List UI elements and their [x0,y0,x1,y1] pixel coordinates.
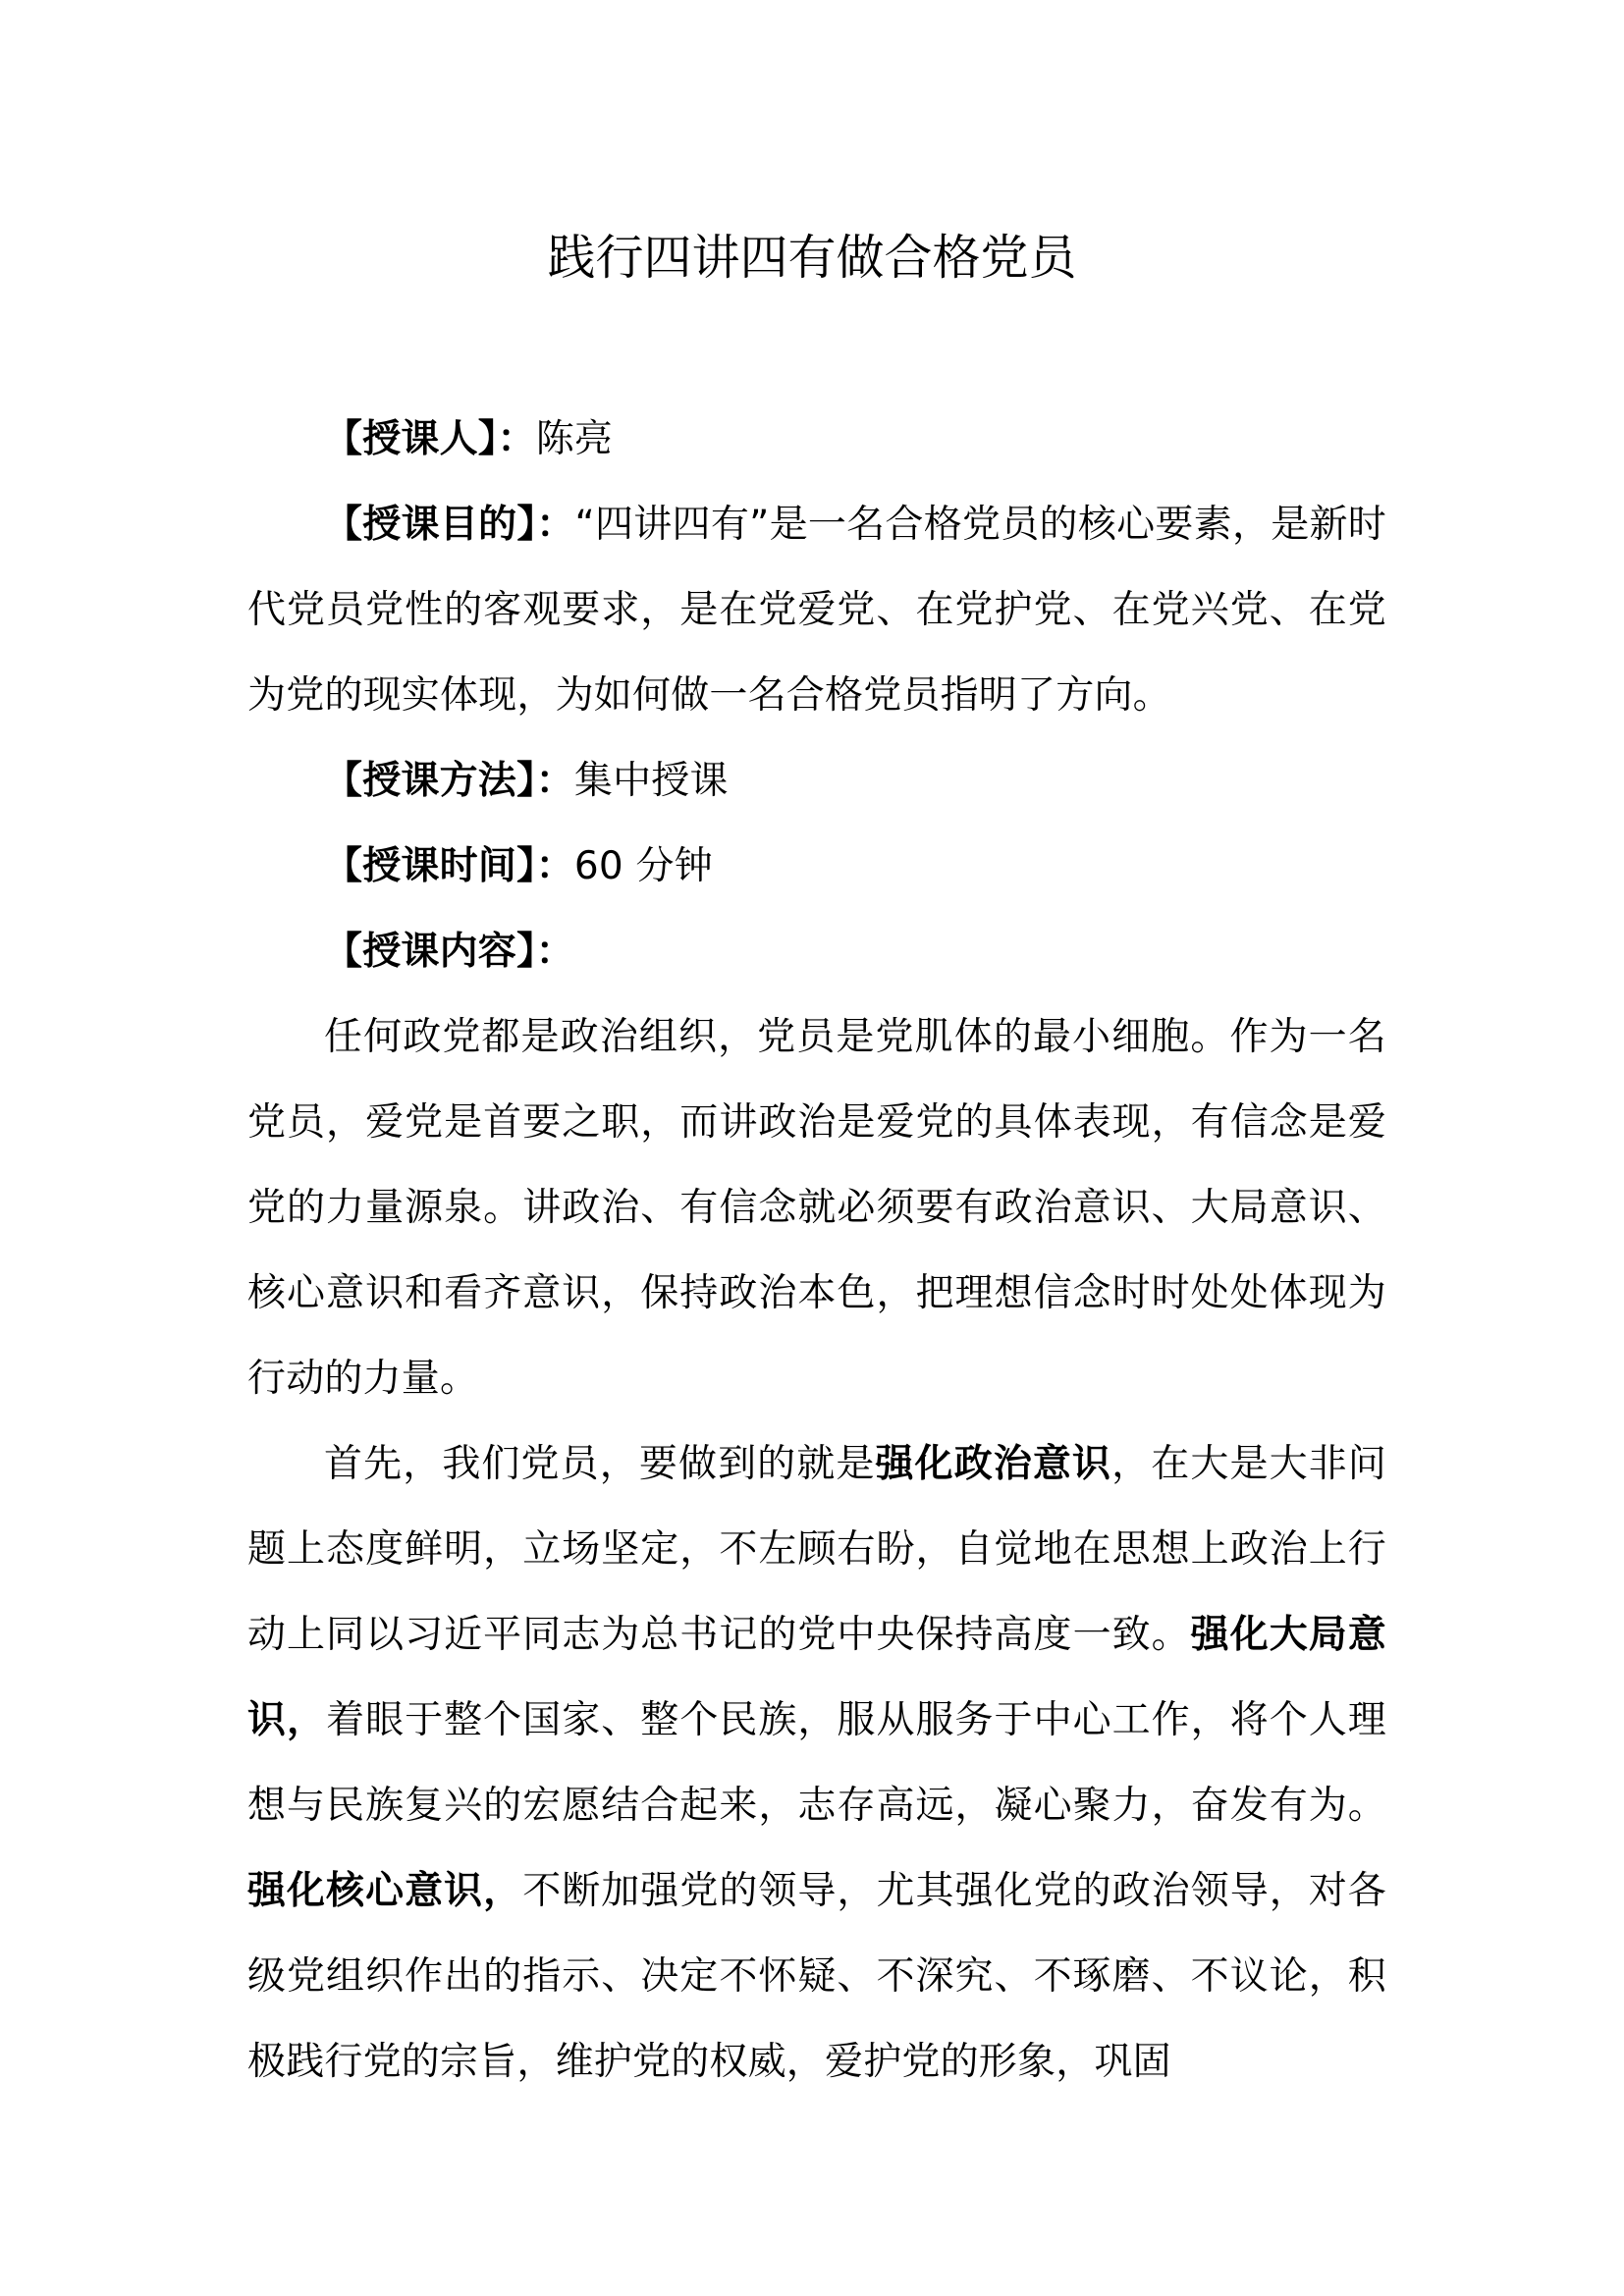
paragraph-2-text-1: 首先，我们党员，要做到的就是 [324,1442,876,1486]
paragraph-2-text-3: 着眼于整个国家、整个民族，服从服务于中心工作，将个人理想与民族复兴的宏愿结合起来，志存高远，凝心聚力，奋发有为。 [247,1698,1386,1828]
content-label: 【授课内容】： [324,930,574,974]
purpose-line [247,482,1386,738]
instructor-line [247,397,1386,482]
time-label: 【授课时间】： [324,844,574,888]
method-value: 集中授课 [573,759,729,803]
method-label: 【授课方法】： [324,759,574,803]
purpose-label: 【授课目的】： [324,503,575,547]
purpose-value: “四讲四有”是一名合格党员的核心要素，是新时代党员党性的客观要求，是在党爱党、在党护党、在党兴党、在党为党的现实体现，为如何做一名合格党员指明了方向。 [247,503,1387,718]
content-paragraph-2 [247,1421,1386,2105]
instructor-label: 【授课人】： [324,417,536,461]
document-body [247,397,1386,2105]
time-value: 60 分钟 [573,844,713,888]
paragraph-2-emphasis-core-awareness: 强化核心意识， [247,1869,523,1913]
time-line [247,824,1386,909]
paragraph-2-emphasis-political-awareness: 强化政治意识 [875,1442,1112,1486]
content-paragraph-1: 任何政党都是政治组织，党员是党肌体的最小细胞。作为一名党员，爱党是首要之职，而讲政治是爱党的具体表现，有信念是爱党的力量源泉。讲政治、有信念就必须要有政治意识、大局意识、核心意识和看齐意识，保持政治本色，把理想信念时时处处体现为行动的力量。 [247,1015,1386,1401]
paragraph-2-text-2: ，在大是大非问题上态度鲜明，立场坚定，不左顾右盼，自觉地在思想上政治上行动上同以习近平同志为总书记的党中央保持高度一致。 [247,1442,1386,1657]
content-line [247,909,1386,994]
document-title: 践行四讲四有做合格党员 [547,230,1077,286]
paragraph-2-text-4: 不断加强党的领导，尤其强化党的政治领导，对各级党组织作出的指示、决定不怀疑、不深究、不琢磨、不议论，积极践行党的宗旨，维护党的权威，爱护党的形象，巩固 [247,1869,1386,2084]
method-line [247,738,1386,824]
paragraph-2-emphasis-overall-awareness: 强化大局意识， [247,1613,1386,1742]
instructor-value: 陈亮 [535,417,614,461]
